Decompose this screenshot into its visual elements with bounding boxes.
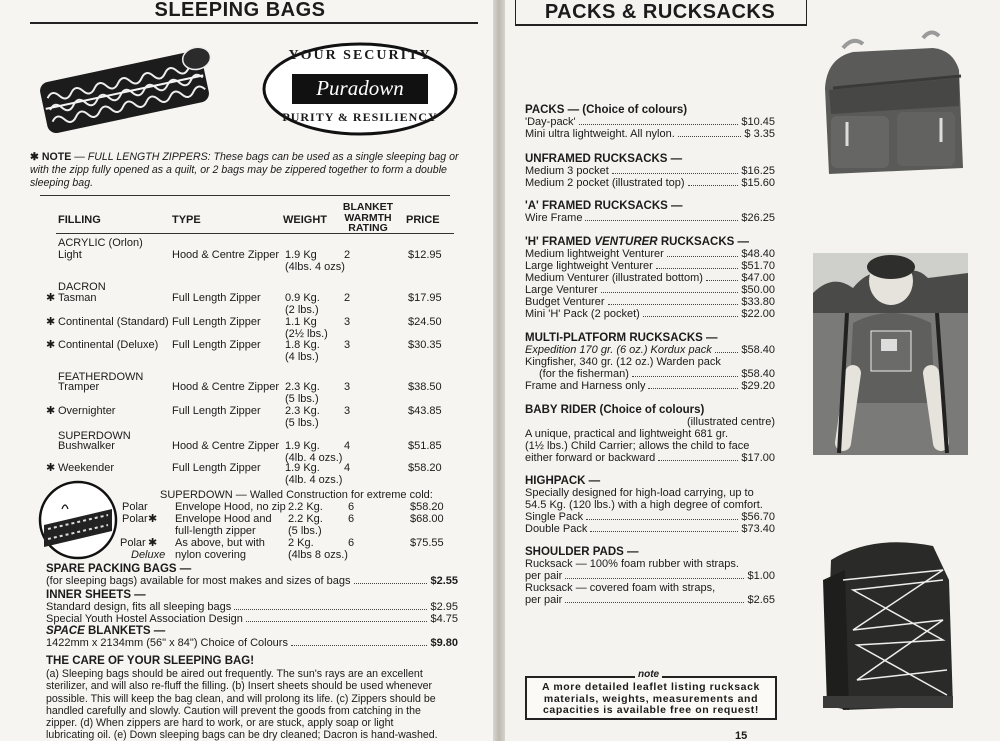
item-text: 'Day-pack': [525, 116, 576, 128]
item-price: $56.70: [741, 511, 775, 523]
dot-leader: [565, 578, 744, 579]
item-text: per pair: [525, 594, 563, 606]
row-type: Full Length Zipper: [172, 316, 261, 328]
note-text: — FULL LENGTH ZIPPERS: These bags can be used as a single sleeping bag or with the zipp fully opened as a quilt, or 2 bags may be zippered together to form a double sleeping bag.: [30, 151, 459, 189]
price-row: [525, 212, 775, 224]
row-weight: 1.1 Kg: [285, 316, 317, 328]
row-weight: 2.2 Kg.: [288, 513, 323, 525]
row-rating: 2: [344, 249, 351, 261]
item-text: Mini 'H' Pack (2 pocket): [525, 308, 640, 320]
row-weight-lbs: (2½ lbs.): [285, 328, 328, 340]
row-price: $68.00: [410, 513, 444, 525]
note-line: capacities is available free on request!: [542, 704, 759, 716]
item-text: Large Venturer: [525, 284, 598, 296]
section-title: PACKS — (Choice of colours): [525, 104, 688, 116]
item-text: Double Pack: [525, 523, 588, 535]
dot-leader: [658, 460, 738, 461]
row-rating: 3: [344, 339, 351, 351]
row-type: Hood & Centre Zipper: [172, 381, 279, 393]
pack-photo: [813, 18, 973, 183]
space-text: 1422mm x 2134mm (56" x 84") Choice of Colours: [46, 637, 288, 649]
item-price: $50.00: [741, 284, 775, 296]
item-text: either forward or backward: [525, 452, 656, 464]
space-title-italic: SPACE: [46, 625, 85, 637]
row-filling-2: Deluxe: [131, 549, 166, 561]
inner-title: INNER SHEETS —: [46, 589, 146, 601]
row-rating: 3: [344, 381, 351, 393]
col-price: PRICE: [406, 214, 440, 226]
note-label: NOTE: [41, 151, 72, 163]
illustrated-note: (illustrated centre): [686, 416, 775, 428]
item-price: $26.25: [741, 212, 775, 224]
dot-leader: [246, 621, 428, 622]
row-price: $17.95: [408, 292, 442, 304]
row-weight: 1.9 Kg: [285, 249, 317, 261]
dot-leader: [706, 280, 738, 281]
row-filling: Bushwalker: [58, 440, 115, 452]
price-row: [525, 260, 775, 272]
space-price: $9.80: [430, 637, 458, 649]
price-row: [525, 452, 775, 464]
item-text: Large lightweight Venturer: [525, 260, 653, 272]
item-price: $73.40: [741, 523, 775, 535]
inner-price: $2.95: [430, 601, 458, 613]
dot-leader: [590, 531, 738, 532]
item-text: Single Pack: [525, 511, 584, 523]
item-text: Budget Venturer: [525, 296, 605, 308]
star-icon: ✱: [46, 462, 56, 474]
star-icon: ✱: [46, 292, 56, 304]
multi-section: [525, 332, 775, 392]
row-price: $24.50: [408, 316, 442, 328]
price-row: [525, 523, 775, 535]
row-price: $30.35: [408, 339, 442, 351]
care-line: sterilizer, and will also re-fluff the filling. (b) Insert sheets should be used whenever: [46, 680, 433, 693]
section-title: MULTI-PLATFORM RUCKSACKS —: [525, 332, 718, 344]
item-text: Specially designed for high-load carrying, up to: [525, 487, 754, 499]
row-filling: Overnighter: [58, 405, 116, 417]
row-type: As above, but with: [175, 537, 265, 549]
dot-leader: [648, 388, 738, 389]
group-dacron: DACRON: [58, 281, 106, 293]
title-part: VENTURER: [594, 236, 658, 248]
row-weight: 1.9 Kg.: [285, 462, 320, 474]
item-price: $10.45: [741, 116, 775, 128]
spare-price: $2.55: [430, 575, 458, 587]
left-page: [0, 0, 493, 741]
row-price: $43.85: [408, 405, 442, 417]
baby-section: [525, 404, 775, 464]
row-filling: Polar: [122, 513, 148, 525]
row-filling: Light: [58, 249, 82, 261]
row-weight-lbs: (4lbs 8 ozs.): [288, 549, 348, 561]
spare-row: [46, 575, 458, 587]
care-text: [46, 668, 466, 741]
page-title: PACKS & RUCKSACKS: [544, 1, 776, 23]
dot-leader: [656, 268, 739, 269]
star-icon: ✱: [148, 513, 158, 525]
baby-rider-image: [813, 253, 968, 455]
row-rating: 3: [344, 316, 351, 328]
row-rating: 4: [344, 440, 351, 452]
item-price: $48.40: [741, 248, 775, 260]
dot-leader: [579, 124, 739, 125]
row-weight-lbs: (5 lbs.): [285, 417, 319, 429]
row-weight: 2.3 Kg.: [285, 405, 320, 417]
item-text: Rucksack — 100% foam rubber with straps.: [525, 558, 739, 570]
note-block: [30, 151, 460, 190]
item-price: $51.70: [741, 260, 775, 272]
row-weight: 1.9 Kg.: [285, 440, 320, 452]
dot-leader: [715, 352, 739, 353]
dot-leader: [585, 220, 738, 221]
spare-text: (for sleeping bags) available for most makes and sizes of bags: [46, 575, 351, 587]
bag-construction-diagram: [34, 479, 124, 561]
price-row: [525, 308, 775, 320]
item-text: per pair: [525, 570, 563, 582]
row-weight: 1.8 Kg.: [285, 339, 320, 351]
dot-leader: [291, 645, 428, 646]
space-row: [46, 637, 458, 649]
item-text: Medium 2 pocket (illustrated top): [525, 177, 685, 189]
dot-leader: [688, 185, 739, 186]
inner-row: [46, 601, 458, 613]
row-type: Hood & Centre Zipper: [172, 249, 279, 261]
item-text: Wire Frame: [525, 212, 583, 224]
row-weight-lbs: (4lb. 4 ozs.): [285, 452, 343, 464]
row-price: $12.95: [408, 249, 442, 261]
inner-row: [46, 613, 458, 625]
item-price: $15.60: [741, 177, 775, 189]
row-type: Envelope Hood and: [175, 513, 272, 525]
dot-leader: [565, 602, 744, 603]
row-filling: Tasman: [58, 292, 97, 304]
price-row: [525, 368, 775, 380]
hframe-section: [525, 236, 775, 320]
item-price: $22.00: [741, 308, 775, 320]
section-title: SHOULDER PADS —: [525, 546, 639, 558]
price-row: [525, 177, 775, 189]
price-row: [525, 594, 775, 606]
rucksack-image: [813, 18, 973, 183]
section-title: 'A' FRAMED RUCKSACKS —: [525, 200, 683, 212]
row-weight: 2.2 Kg.: [288, 501, 323, 513]
note-text: [527, 678, 775, 717]
col-rating: BLANKET WARMTH RATING: [342, 201, 394, 234]
item-price: $58.40: [741, 344, 775, 356]
row-filling: Tramper: [58, 381, 100, 393]
inner-price: $4.75: [430, 613, 458, 625]
row-filling: Polar: [122, 501, 148, 513]
row-type: Hood & Centre Zipper: [172, 440, 279, 452]
row-weight-lbs: (4lb. 4 ozs.): [285, 474, 343, 486]
item-text: Medium Venturer (illustrated bottom): [525, 272, 703, 284]
star-icon: ✱: [30, 151, 42, 163]
star-icon: ✱: [46, 405, 56, 417]
item-text: Frame and Harness only: [525, 380, 646, 392]
venturer-image: [813, 520, 968, 715]
dot-leader: [608, 304, 739, 305]
row-type: Envelope Hood, no zip: [175, 501, 286, 513]
star-icon: ✱: [46, 339, 56, 351]
item-text: Mini ultra lightweight. All nylon.: [525, 128, 675, 140]
item-text: Expedition 170 gr. (6 oz.) Kordux pack: [525, 344, 712, 356]
item-price: $29.20: [741, 380, 775, 392]
section-title: BABY RIDER (Choice of colours): [525, 404, 705, 416]
row-price: $51.85: [408, 440, 442, 452]
inner-text: Special Youth Hostel Association Design: [46, 613, 243, 625]
row-price: $58.20: [410, 501, 444, 513]
dot-leader: [601, 292, 739, 293]
shoulder-section: [525, 546, 775, 606]
note-line: materials, weights, measurements and: [543, 692, 759, 705]
group-superdown: SUPERDOWN: [58, 430, 131, 442]
price-row: [525, 296, 775, 308]
row-weight: 2 Kg.: [288, 537, 314, 549]
title-part: RUCKSACKS —: [657, 236, 749, 248]
inner-text: Standard design, fits all sleeping bags: [46, 601, 232, 613]
page-title: SLEEPING BAGS: [154, 0, 326, 21]
aframe-section: [525, 200, 775, 224]
dot-leader: [354, 583, 428, 584]
dot-leader: [667, 256, 739, 257]
unframed-section: [525, 153, 775, 189]
dot-leader: [643, 316, 738, 317]
col-weight: WEIGHT: [283, 214, 327, 226]
dot-leader: [678, 136, 742, 137]
row-weight-lbs: (5 lbs.): [285, 393, 319, 405]
price-row: [525, 380, 775, 392]
col-type: TYPE: [172, 214, 201, 226]
row-rating: 6: [348, 537, 355, 549]
item-text: Kingfisher, 340 gr. (12 oz.) Warden pack: [525, 356, 721, 368]
row-rating: 6: [348, 513, 355, 525]
item-text: Rucksack — covered foam with straps,: [525, 582, 716, 594]
item-text: Medium 3 pocket: [525, 165, 609, 177]
price-row: [525, 284, 775, 296]
logo-bottom-text: PURITY & RESILIENCY: [282, 110, 438, 124]
care-line: handled carefully and slowly. Caution will prevent the goods from catching in the: [46, 704, 421, 717]
price-row: [525, 344, 775, 356]
care-line: zipper. (d) When zippers are hard to work, or are stuck, apply soap or light: [46, 717, 394, 730]
dot-leader: [612, 173, 739, 174]
item-price: $ 3.35: [744, 128, 775, 140]
puradown-logo: [262, 42, 458, 136]
row-weight-lbs: (2 lbs.): [285, 304, 319, 316]
price-row: [525, 570, 775, 582]
group-featherdown: FEATHERDOWN: [58, 371, 144, 383]
row-type-2: full-length zipper: [175, 525, 256, 537]
care-line: (a) Sleeping bags should be aired out frequently. The sun's rays are an excellent: [46, 668, 423, 680]
section-title: HIGHPACK —: [525, 475, 601, 487]
section-title: UNFRAMED RUCKSACKS —: [525, 153, 683, 165]
highpack-section: [525, 475, 775, 535]
packs-section: [525, 104, 775, 140]
row-filling: Continental (Standard): [58, 316, 169, 328]
item-price: $58.40: [741, 368, 775, 380]
item-text: 54.5 Kg. (120 lbs.) with a high degree of comfort.: [525, 499, 763, 511]
row-type: Full Length Zipper: [172, 405, 261, 417]
row-price: $58.20: [408, 462, 442, 474]
dot-leader: [632, 376, 738, 377]
row-rating: 4: [344, 462, 351, 474]
header-rule: [56, 233, 454, 234]
row-rating: 2: [344, 292, 351, 304]
care-title: THE CARE OF YOUR SLEEPING BAG!: [46, 655, 255, 667]
row-filling: Weekender: [58, 462, 115, 474]
row-weight-lbs: (4lbs. 4 ozs): [285, 261, 345, 273]
item-price: $2.65: [747, 594, 775, 606]
row-weight-lbs: (4 lbs.): [285, 351, 319, 363]
note-box: [525, 669, 777, 720]
item-price: $1.00: [747, 570, 775, 582]
item-price: $16.25: [741, 165, 775, 177]
page-gutter: [493, 0, 505, 741]
logo-brand: Puradown: [316, 76, 404, 100]
item-text: (for the fisherman): [539, 368, 629, 380]
price-row: [525, 248, 775, 260]
row-rating: 3: [344, 405, 351, 417]
row-type-2: nylon covering: [175, 549, 246, 561]
dot-leader: [234, 609, 427, 610]
spare-title: SPARE PACKING BAGS —: [46, 563, 192, 575]
item-text: A unique, practical and lightweight 681 gr.: [525, 428, 729, 440]
dot-leader: [586, 519, 738, 520]
star-icon: ✱: [148, 537, 158, 549]
row-weight-lbs: (5 lbs.): [288, 525, 322, 537]
polar-header: SUPERDOWN — Walled Construction for extreme cold:: [160, 489, 433, 501]
care-line: possible. This will keep the bag clean, and will prolong its life. (c) Zippers should be: [46, 692, 436, 705]
sleeping-bag-illustration: [30, 44, 220, 140]
star-icon: ✱: [46, 316, 56, 328]
col-filling: FILLING: [58, 214, 101, 226]
item-price: $33.80: [741, 296, 775, 308]
row-filling: Continental (Deluxe): [58, 339, 159, 351]
price-row: [525, 272, 775, 284]
item-price: $17.00: [741, 452, 775, 464]
space-title: [46, 625, 165, 637]
item-text: Medium lightweight Venturer: [525, 248, 664, 260]
row-type: Full Length Zipper: [172, 339, 261, 351]
note-label: note: [635, 669, 662, 680]
divider: [40, 195, 450, 196]
row-type: Full Length Zipper: [172, 462, 261, 474]
note-line: A more detailed leaflet listing rucksack: [542, 681, 760, 693]
price-row: [525, 116, 775, 128]
row-rating: 6: [348, 501, 355, 513]
row-weight: 0.9 Kg.: [285, 292, 320, 304]
group-acrylic: ACRYLIC (Orlon): [58, 237, 143, 249]
care-line: lubricating oil. (e) Down sleeping bags can be dry cleaned; Dacron is hand-washed.: [46, 729, 438, 741]
price-row: [525, 511, 775, 523]
row-price: $75.55: [410, 537, 444, 549]
row-type: Full Length Zipper: [172, 292, 261, 304]
venturer-photo: [813, 520, 968, 715]
row-price: $38.50: [408, 381, 442, 393]
baby-rider-photo: [813, 253, 968, 455]
right-page: [505, 0, 1000, 741]
space-title-rest: BLANKETS —: [84, 625, 166, 637]
item-text: (1½ lbs.) Child Carrier; allows the child to face: [525, 440, 750, 452]
section-title: [525, 236, 775, 248]
row-filling: Polar: [120, 537, 146, 549]
item-price: $47.00: [741, 272, 775, 284]
price-row: [525, 165, 775, 177]
page-number: 15: [735, 730, 748, 741]
logo-top-text: YOUR SECURITY: [288, 48, 432, 63]
title-part: 'H' FRAMED: [525, 236, 595, 248]
price-row: [525, 128, 775, 140]
row-weight: 2.3 Kg.: [285, 381, 320, 393]
